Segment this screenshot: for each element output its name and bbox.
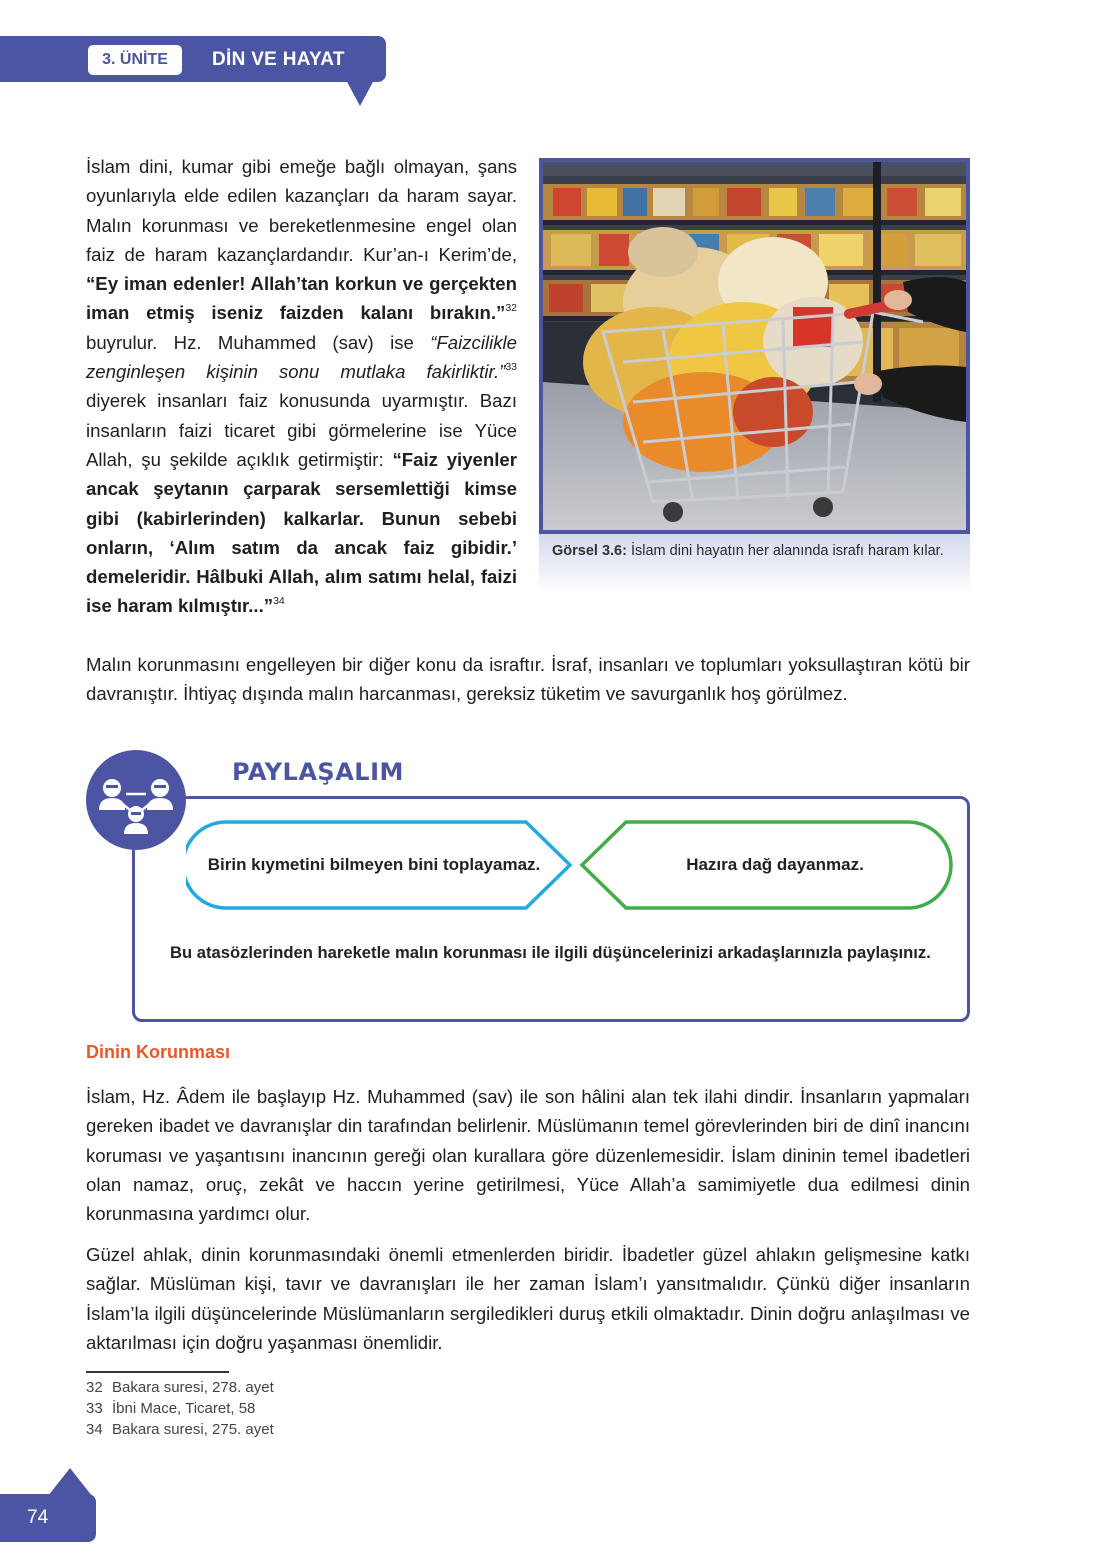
footnote-ref: 32	[505, 302, 517, 315]
hadith-quote: “Faizcilikle zenginleşen kişinin sonu mutlaka fakirliktir.”	[86, 331, 517, 383]
share-title: PAYLAŞALIM	[232, 758, 404, 786]
footnote-divider	[86, 1371, 229, 1373]
paragraph-ethics: Güzel ahlak, dinin korunmasındaki önemli etmenlerden biridir. İbadetler güzel ahlakın gelişmesine katkı sağlar. Müslüman kişi, tavır ve davranışları ile her zaman İslam’ı yansıtmalıdır. Çünkü diğer insanların İslam’la ilgili düşüncelerinde Müslümanların sergiledikleri duruş etkili olmaktadır. Dinin doğru anlaşılması ve aktarılması için doğru yaşanması önemlidir.	[86, 1244, 970, 1353]
paragraph-waste: Malın korunmasını engelleyen bir diğer konu da israftır. İsraf, insanları ve toplumları yoksullaştıran kötü bir davranıştır. İhtiyaç dışında malın harcanması, gereksiz tüketim ve savurganlık hoş görülmez.	[86, 654, 970, 705]
footnote: 32 Bakara suresi, 278. ayet	[86, 1379, 274, 1396]
figure-frame	[539, 158, 970, 534]
proverb-2: Hazıra dağ dayanmaz.	[686, 855, 864, 874]
share-question: Bu atasözlerinden hareketle malın korunması ile ilgili düşüncelerinizi arkadaşlarınızla paylaşınız.	[170, 943, 931, 962]
quran-quote-1: “Ey iman edenler! Allah’tan korkun ve gerçekten iman etmiş iseniz faizden kalanı bırakın.”	[86, 273, 517, 324]
paragraph-religion: İslam, Hz. Âdem ile başlayıp Hz. Muhammed (sav) ile son hâlini alan tek ilahi dindir. İnsanların yapmaları gereken ibadet ve davranışlar din tarafından belirlenir. Müslümanın temel görevlerinden biri de dinî inancını koruması ve yaşantısını inancının gereği olan kurallara göre düzenlemesidir. İslam dininin temel ibadetleri olan namaz, oruç, zekât ve haccın yerine getirilmesi, Yüce Allah’a samimiyetle dua edilmesi dinin korunmasına yardımcı olur.	[86, 1086, 970, 1225]
unit-title: DİN VE HAYAT	[212, 49, 345, 70]
page-tab-pointer	[48, 1468, 92, 1496]
share-icon	[86, 750, 186, 850]
text-run: İslam dini, kumar gibi emeğe bağlı olmayan, şans oyunlarıyla elde edilen kazançları da haram sayar. Malın korunması ve bereketlenmesine engel olan faiz de haram kazançlardandır. Kur’an-ı Kerim’de,	[86, 156, 517, 265]
footnote: 33 İbni Mace, Ticaret, 58	[86, 1400, 256, 1417]
paragraph-interest	[86, 152, 517, 621]
footnote: 34 Bakara suresi, 275. ayet	[86, 1421, 274, 1438]
caption-text: İslam dini hayatın her alanında israfı haram kılar.	[626, 543, 944, 559]
text-run: diyerek insanları faiz konusunda uyarmıştır. Bazı insanların faizi ticaret gibi görmelerine ise Yüce Allah, şu şekilde açıklık getirmiştir:	[86, 390, 517, 470]
text-run: buyrulur. Hz. Muhammed (sav) ise	[86, 331, 431, 353]
figure-caption	[539, 534, 970, 594]
caption-label: Görsel 3.6:	[552, 543, 627, 559]
footnotes	[86, 1377, 274, 1440]
unit-header-pointer	[346, 80, 374, 106]
section-heading: Dinin Korunması	[86, 1042, 231, 1062]
proverb-1: Birin kıymetini bilmeyen bini toplayamaz.	[207, 855, 541, 874]
unit-badge: 3. ÜNİTE	[88, 45, 182, 75]
supermarket-cart-photo	[543, 162, 966, 530]
footnote-ref: 33	[505, 360, 517, 373]
quran-quote-2: “Faiz yiyenler ancak şeytanın çarparak sersemlettiği kimse gibi (kabirlerinden) kalkarlar. Bunun sebebi onların, ‘Alım satım da ancak faiz gibidir.’ demeleridir. Hâlbuki Allah, alım satımı helal, faizi ise haram kılmıştır...”	[86, 448, 517, 617]
page-number: 74	[27, 1507, 49, 1528]
footnote-ref: 34	[273, 595, 285, 608]
